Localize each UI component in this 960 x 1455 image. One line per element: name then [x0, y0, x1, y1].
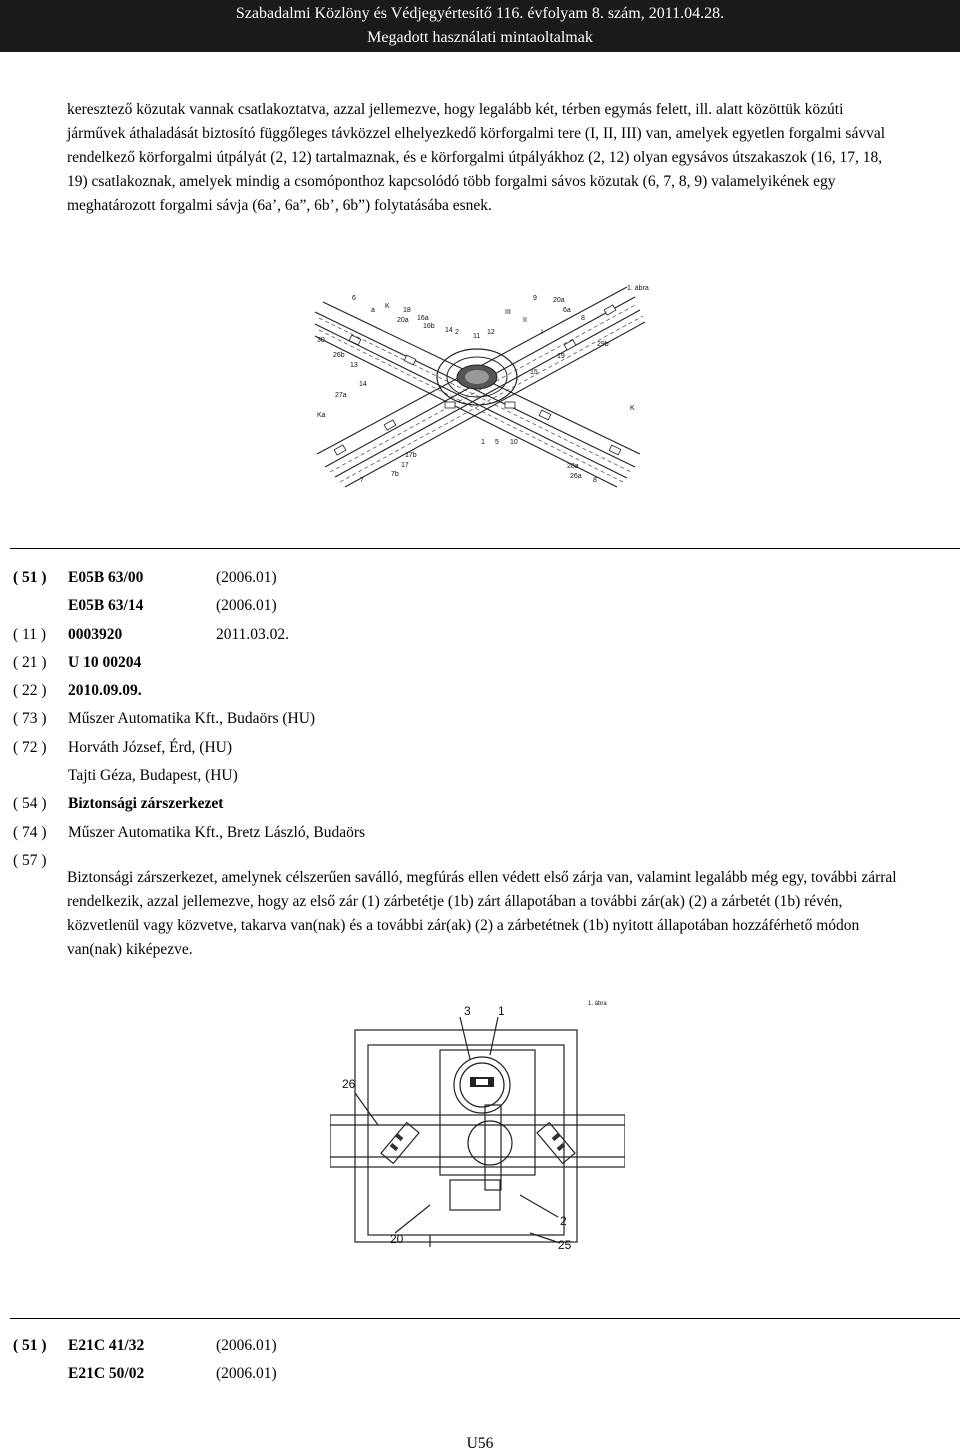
abstract-text: Biztonsági zárszerkezet, amelynek célszerűen saválló, megfúrás ellen védett első zárja van, valamint legalább még egy, további zárral rendelkezik, azzal jellemezve, hogy az első zár (1) zárbetétje (1b) zárt állapotában a további zár(ak) (2) a zárbetét (1b) révén, közvetlenül vagy közvetve, takarva van(nak) és a további zár(ak) (2) a zárbetétnek (1b) nyitott állapotában hozzáférhető módon van(nak) kiképezve. [67, 869, 897, 958]
fig1-label: 26b [333, 352, 345, 359]
field-value: E05B 63/14 [68, 597, 144, 615]
fig1-label: 14 [359, 381, 367, 388]
section-divider [10, 548, 960, 549]
fig2-label: 25 [558, 1238, 572, 1252]
fig1-label: 19 [557, 353, 565, 360]
fig1-label: 8 [593, 477, 597, 484]
field-value: Tajti Géza, Budapest, (HU) [68, 767, 238, 785]
fig1-label: 2 [455, 329, 459, 336]
fig1-label: 1 [481, 439, 485, 446]
fig1-label: 27a [335, 392, 347, 399]
field-value: Horváth József, Érd, (HU) [68, 738, 232, 756]
field-value: E05B 63/00 [68, 569, 144, 586]
fig1-label: 29b [597, 341, 609, 348]
fig1-label: K [630, 405, 635, 412]
inid-code: ( 51 ) [13, 1337, 47, 1354]
fig1-label: 12 [487, 329, 495, 336]
inid-code: ( 21 ) [13, 653, 47, 671]
inid-code: ( 54 ) [13, 795, 47, 813]
inid-code: ( 11 ) [13, 625, 46, 643]
fig1-label: K [385, 303, 390, 310]
journal-header [0, 0, 960, 52]
fig1-label: 18 [403, 307, 411, 314]
field-date: 2011.03.02. [216, 625, 290, 643]
fig1-label: 15 [530, 369, 538, 376]
fig2-label: 1 [498, 1004, 505, 1018]
fig1-label: 16a [417, 315, 429, 322]
fig2-label: 26 [342, 1077, 356, 1091]
fig1-label: 20a [397, 317, 409, 324]
field-value: Műszer Automatika Kft., Bretz László, Budaörs [68, 823, 366, 841]
fig1-label: 17 [401, 462, 409, 469]
fig1-label: 14 [445, 327, 453, 334]
fig1-label: 6a [563, 307, 571, 314]
fig1-label: 11 [473, 333, 481, 340]
fig1-label: 30 [317, 337, 325, 344]
fig1-label: II [523, 317, 527, 324]
figure1-caption: 1. ábra [627, 285, 649, 292]
field-value: E21C 41/32 [68, 1337, 145, 1354]
field-date: (2006.01) [216, 1337, 277, 1354]
fig1-label: 28a [567, 463, 579, 470]
section-title: Megadott használati mintaoltalmak [367, 29, 593, 46]
fig1-label: 8 [581, 315, 585, 322]
inid-code: ( 22 ) [13, 682, 47, 700]
inid-code: ( 57 ) [13, 851, 47, 869]
fig1-label: 16b [423, 323, 435, 330]
inid-code: ( 74 ) [13, 823, 47, 841]
field-date: (2006.01) [216, 569, 277, 586]
fig1-label: 10 [510, 439, 518, 446]
section-divider [10, 1318, 960, 1319]
inid-code: ( 51 ) [13, 569, 47, 586]
field-value: U 10 00204 [68, 653, 142, 671]
fig1-label: 9 [533, 295, 537, 302]
field-value: Biztonsági zárszerkezet [68, 795, 224, 813]
inid-code: ( 72 ) [13, 738, 47, 756]
fig1-label: 26a [570, 473, 582, 480]
fig1-label: I [541, 329, 543, 336]
figure2-caption: 1. ábra [588, 1001, 607, 1007]
field-value: 0003920 [68, 625, 123, 643]
field-value: Műszer Automatika Kft., Budaörs (HU) [68, 710, 316, 728]
field-date: (2006.01) [216, 597, 277, 615]
figure-lock [330, 995, 625, 1255]
fig1-label: 20a [553, 297, 565, 304]
fig1-label: Ka [317, 412, 326, 419]
fig2-label: 20 [390, 1232, 404, 1246]
field-date: (2006.01) [216, 1365, 277, 1383]
claim-text: keresztező közutak vannak csatlakoztatva, azzal jellemezve, hogy legalább két, térben egymás felett, ill. alatt közöttük közúti járművek áthaladását biztosító függőleges távközzel elhelyezkedő körforgalmi tere (I, II, III) van, amelyek egyetlen forgalmi sávval rendelkező körforgalmi útpályát (2, 12) tartalmaznak, és e körforgalmi útpályákhoz (2, 12) olyan egysávos útszakaszok (16, 17, 18, 19) csatlakoznak, amelyek mindig a csomóponthoz kapcsolódó több forgalmi sávos közutak (6, 7, 8, 9) valamelyikének egy meghatározott forgalmi sávja (6a’, 6a”, 6b’, 6b”) folytatásába esnek. [67, 101, 886, 214]
fig1-label: 5 [495, 439, 499, 446]
field-value: 2010.09.09. [68, 682, 142, 700]
fig2-label: 2 [560, 1214, 567, 1228]
fig1-label: 6 [352, 295, 356, 302]
figure-roundabout [305, 282, 650, 492]
fig1-label: 7b [391, 471, 399, 478]
field-value: E21C 50/02 [68, 1365, 145, 1383]
fig1-label: a [371, 307, 375, 314]
fig2-label: 3 [464, 1004, 471, 1018]
journal-title: Szabadalmi Közlöny és Védjegyértesítő 116. évfolyam 8. szám, 2011.04.28. [235, 5, 725, 22]
page-number: U56 [466, 1435, 494, 1452]
inid-code: ( 73 ) [13, 710, 47, 728]
fig1-label: 7 [360, 477, 364, 484]
fig1-label: 13 [350, 362, 358, 369]
fig1-label: III [505, 309, 511, 316]
fig1-label: 17b [405, 452, 417, 459]
